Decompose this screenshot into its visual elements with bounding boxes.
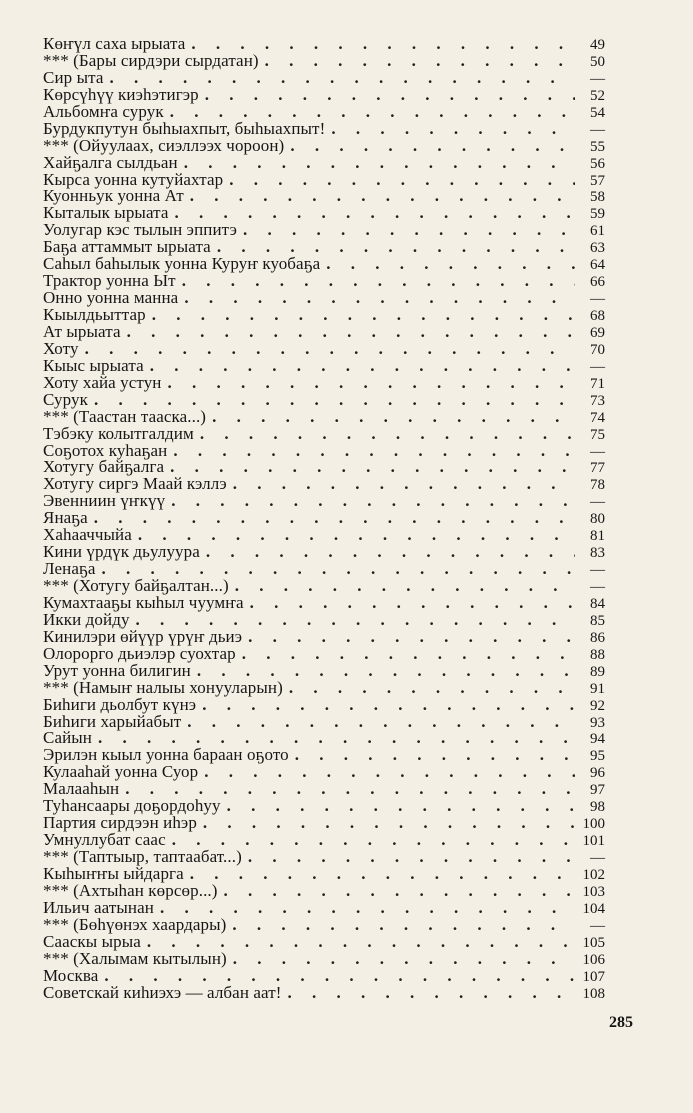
dot-leader — [85, 341, 575, 357]
dot-leader — [202, 697, 575, 713]
toc-entry-title: Соҕотох куһаҕан — [43, 440, 168, 460]
toc-entry-page: — — [590, 579, 605, 595]
dot-leader — [289, 680, 575, 696]
toc-entry-title: Сурук — [43, 389, 88, 409]
toc-entry-title: Малааһын — [43, 779, 120, 799]
toc-entry-title: Хоту — [43, 338, 79, 358]
toc-entry-page: — — [590, 70, 605, 87]
toc-entry-page: 69 — [590, 324, 605, 341]
dot-leader — [242, 646, 575, 662]
toc-entry-title: Хайҕалга сылдьан — [43, 152, 178, 172]
toc-entry-page: 52 — [590, 87, 605, 104]
toc-entry-title: Икки дойду — [43, 609, 130, 629]
toc-entry-page: — — [590, 121, 605, 138]
dot-leader — [191, 36, 575, 52]
toc-entry-title: Альбомҥа сурук — [43, 101, 164, 121]
toc-entry-title: Эрилэн кыыл уонна бараан оҕото — [43, 745, 289, 765]
toc-entry-page: 103 — [582, 883, 605, 900]
dot-leader — [233, 476, 575, 492]
toc-entry-title: Көҥүл саха ырыата — [43, 34, 186, 53]
toc-entry-page: 86 — [590, 629, 605, 646]
toc-entry-title: Умнуллубат саас — [43, 830, 166, 850]
toc-entry-page: 70 — [590, 341, 605, 358]
toc-entry-title: Кыталык ырыата — [43, 203, 169, 223]
toc-entry-page: 95 — [590, 748, 605, 765]
toc-entry-page: 106 — [582, 951, 605, 968]
toc-entry-title: Ат ырыата — [43, 321, 121, 341]
toc-entry-page: 83 — [590, 545, 605, 562]
toc-entry-page: 74 — [590, 409, 605, 426]
toc-entry-page: 78 — [590, 477, 605, 494]
toc-entry-page: 92 — [590, 697, 605, 714]
toc-entry-page: 55 — [590, 138, 605, 155]
toc-entry-title: *** (Таастан тааска...) — [43, 406, 207, 426]
dot-leader — [94, 510, 575, 526]
dot-leader — [184, 290, 575, 306]
toc-entry-page: 75 — [590, 426, 605, 443]
toc-entry-title: Ленаҕа — [43, 559, 96, 579]
dot-leader — [171, 493, 575, 509]
toc-entry-title: Хоту хайа устун — [43, 372, 162, 392]
toc-entry — [43, 764, 605, 781]
toc-entry-title: Тэбэку колытгалдим — [43, 423, 194, 443]
toc-entry-page: 102 — [582, 866, 605, 883]
toc-entry-page: 91 — [590, 680, 605, 697]
dot-leader — [138, 527, 575, 543]
toc-entry-title: Саһыл баһылык уонна Куруҥ куобаҕа — [43, 254, 321, 274]
dot-leader — [187, 714, 575, 730]
toc-entry-page: 77 — [590, 460, 605, 477]
dot-leader — [248, 849, 575, 865]
toc-entry-page: — — [590, 562, 605, 579]
dot-leader — [288, 985, 575, 1001]
toc-entry-page: 108 — [582, 985, 605, 1002]
toc-entry — [43, 948, 605, 968]
dot-leader — [248, 629, 575, 645]
dot-leader — [147, 934, 575, 950]
toc-entry-page: 107 — [582, 968, 605, 985]
toc-entry — [43, 965, 605, 985]
dot-leader — [203, 815, 575, 831]
dot-leader — [127, 324, 575, 340]
dot-leader — [98, 730, 575, 746]
toc-entry-title: Сир ыта — [43, 67, 104, 87]
toc-entry-title: Кыһыҥҥы ыйдарга — [43, 863, 184, 883]
toc-entry-page: 98 — [590, 799, 605, 816]
toc-entry-title: *** (Халымам кытылын) — [43, 948, 227, 968]
dot-leader — [94, 392, 575, 408]
toc-entry-page: 80 — [590, 511, 605, 528]
toc-entry-page: — — [590, 494, 605, 511]
toc-entry-page: — — [590, 850, 605, 866]
toc-entry-title: Урут уонна билигин — [43, 660, 191, 680]
toc-entry-title: Сайын — [43, 728, 93, 748]
toc-entry-title: *** (Бары сирдэри сырдатан) — [43, 50, 259, 70]
toc-entry-title: *** (Хотугу байҕалтан...) — [43, 576, 229, 595]
dot-leader — [104, 968, 574, 984]
toc-entry — [43, 982, 605, 1002]
toc-entry-page: 64 — [590, 257, 605, 274]
toc-entry-page: 93 — [590, 714, 605, 731]
dot-leader — [295, 747, 575, 763]
toc-entry-page: 63 — [590, 240, 605, 257]
toc-entry — [43, 493, 605, 510]
toc-entry-page: 57 — [590, 172, 605, 189]
toc-entry-title: *** (Ахтыһан көрсөр...) — [43, 880, 218, 900]
toc-entry-page: 59 — [590, 206, 605, 223]
toc-entry-page: 61 — [590, 223, 605, 240]
toc-entry-page: 104 — [582, 900, 605, 917]
toc-entry-title: Көрсүһүү киэһэтигэр — [43, 84, 199, 104]
toc-entry — [43, 544, 605, 561]
dot-leader — [331, 121, 575, 137]
toc-entry-title: Бурдукпутун быһыахпыт, быһыахпыт! — [43, 118, 326, 138]
toc-entry-title: Кинилэри өйүүр үрүҥ дьиэ — [43, 626, 243, 646]
toc-entry-title: *** (Бөһүөнэх хаардары) — [43, 914, 227, 934]
toc-entry-title: Сааскы ырыа — [43, 931, 141, 951]
dot-leader — [175, 205, 575, 221]
toc-entry-page: 73 — [590, 392, 605, 409]
dot-leader — [173, 443, 575, 459]
toc-entry-page: — — [590, 291, 605, 308]
dot-leader — [205, 87, 575, 103]
dot-leader — [232, 917, 575, 933]
toc-entry-title: Хаһааччыйа — [43, 525, 132, 545]
toc-entry-page: — — [590, 917, 605, 934]
toc-entry — [43, 711, 605, 731]
toc-entry-page: 71 — [590, 375, 605, 392]
toc-entry-page: 58 — [590, 189, 605, 206]
toc-entry-page: 49 — [590, 37, 605, 53]
dot-leader — [190, 188, 575, 204]
toc-entry-page: 81 — [590, 528, 605, 545]
dot-leader — [172, 832, 575, 848]
dot-leader — [326, 256, 575, 272]
toc-entry — [43, 307, 605, 324]
dot-leader — [182, 273, 575, 289]
toc-entry-title: Туһансаары доҕордоһуу — [43, 796, 221, 816]
dot-leader — [150, 358, 575, 374]
toc-entry-page: — — [590, 443, 605, 460]
toc-entry-title: *** (Таптыыр, таптаабат...) — [43, 847, 242, 866]
dot-leader — [125, 781, 575, 797]
toc-entry-page: 50 — [590, 53, 605, 70]
toc-entry-title: Олорорго дьиэлэр суохтар — [43, 643, 236, 663]
toc-entry-page: 66 — [590, 274, 605, 291]
toc-entry-title: Эвенниин үҥкүү — [43, 491, 166, 511]
toc-entry-title: Советскай киһиэхэ — албан аат! — [43, 982, 282, 1002]
toc-entry-title: Партия сирдээн иһэр — [43, 813, 197, 833]
toc-entry-page: 94 — [590, 731, 605, 748]
toc-entry-title: Биһиги харыйабыт — [43, 711, 182, 731]
toc-entry-title: Трактор уонна Ыт — [43, 271, 176, 291]
toc-entry-title: Кини үрдүк дьулуура — [43, 542, 200, 562]
toc-entry — [43, 694, 605, 714]
toc-entry-page: 100 — [582, 816, 605, 833]
toc-entry-title: Уолугар кэс тылын эппитэ — [43, 220, 238, 240]
page-number: 285 — [609, 1014, 633, 1031]
toc-entry-page: 56 — [590, 155, 605, 172]
toc-entry-title: Куонньук уонна Ат — [43, 186, 184, 206]
dot-leader — [170, 104, 575, 120]
dot-leader — [204, 764, 575, 780]
toc-entry — [43, 50, 605, 70]
dot-leader — [224, 883, 575, 899]
toc-entry — [43, 321, 605, 341]
toc-entry-title: Баҕа аттаммыт ырыата — [43, 237, 211, 257]
dot-leader — [168, 375, 576, 391]
toc-entry-title: Кумахтааҕы кыһыл чуумҥа — [43, 592, 244, 612]
dot-leader — [160, 900, 575, 916]
toc-entry-page: 54 — [590, 104, 605, 121]
toc-entry-page: 68 — [590, 308, 605, 324]
toc-entry-title: Кырса уонна кутуйахтар — [43, 169, 224, 189]
dot-leader — [212, 409, 575, 425]
dot-leader — [190, 866, 575, 882]
dot-leader — [197, 663, 575, 679]
dot-leader — [265, 53, 575, 69]
dot-leader — [206, 544, 575, 560]
dot-leader — [200, 426, 575, 442]
dot-leader — [170, 459, 575, 475]
toc-entry-page: 84 — [590, 595, 605, 612]
dot-leader — [184, 155, 575, 171]
toc-entry-page: 85 — [590, 612, 605, 629]
dot-leader — [227, 798, 575, 814]
toc-entry-title: Москва — [43, 965, 99, 985]
toc-entry-title: Кыылдьыттар — [43, 305, 146, 324]
toc-entry-title: Хотугу сиргэ Маай кэллэ — [43, 474, 227, 494]
dot-leader — [250, 595, 575, 611]
toc-entry-page: 97 — [590, 782, 605, 799]
dot-leader — [102, 561, 575, 577]
dot-leader — [152, 307, 575, 323]
dot-leader — [233, 951, 575, 967]
toc-entry-page: 96 — [590, 765, 605, 782]
toc-entry — [43, 423, 605, 443]
toc-entry-page: 88 — [590, 646, 605, 663]
toc-entry-title: Янаҕа — [43, 508, 88, 528]
dot-leader — [243, 222, 575, 238]
toc-entry-title: Кулааһай уонна Суор — [43, 762, 199, 782]
toc-entry-page: 105 — [582, 934, 605, 951]
toc-entry-title: Хотугу байҕалга — [43, 457, 165, 477]
table-of-contents — [43, 36, 605, 1001]
dot-leader — [217, 239, 575, 255]
toc-entry — [43, 152, 605, 172]
toc-entry-title: Онно уонна манна — [43, 288, 179, 308]
dot-leader — [229, 172, 575, 188]
toc-entry-title: Ильич аатынан — [43, 897, 154, 917]
dot-leader — [290, 138, 575, 154]
toc-entry — [43, 372, 605, 392]
toc-entry-page: 101 — [582, 833, 605, 850]
dot-leader — [235, 578, 575, 594]
toc-entry-title: *** (Намыҥ налыы хонууларын) — [43, 677, 283, 697]
toc-entry-title: *** (Ойуулаах, сиэллээх чороон) — [43, 135, 285, 155]
toc-entry-page: 89 — [590, 663, 605, 680]
dot-leader — [110, 70, 576, 86]
dot-leader — [136, 612, 575, 628]
toc-entry-title: Кыыс ырыата — [43, 355, 144, 375]
toc-entry-page: — — [590, 358, 605, 375]
toc-entry-title: Биһиги дьолбут күнэ — [43, 694, 197, 714]
